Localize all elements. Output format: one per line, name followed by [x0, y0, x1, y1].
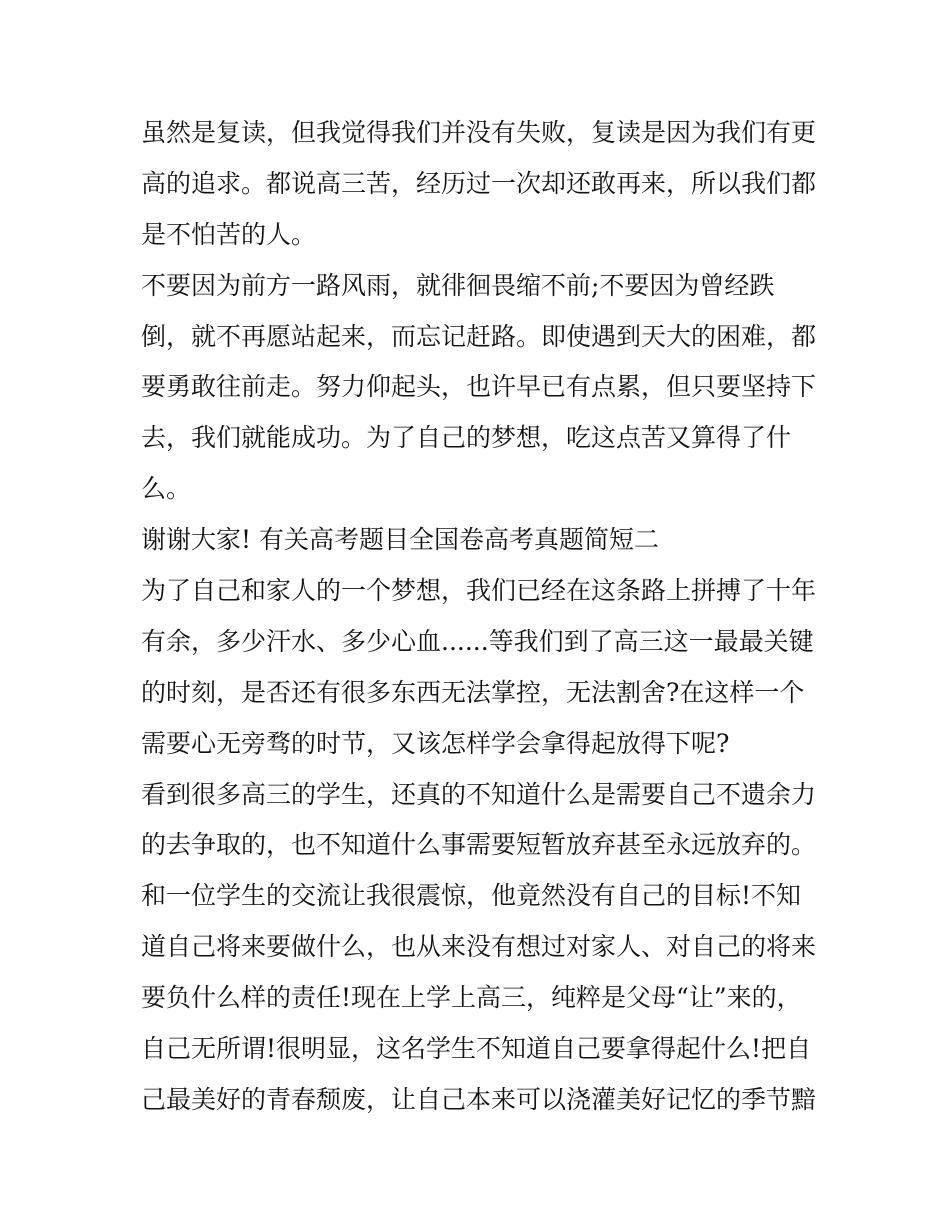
text-line: 为了自己和家人的一个梦想，我们已经在这条路上拼搏了十年	[141, 576, 817, 606]
section-heading: 谢谢大家! 有关高考题目全国卷高考真题简短二	[141, 525, 659, 555]
text-line: 么。	[141, 474, 192, 504]
text-line: 是不怕苦的人。	[141, 219, 317, 249]
text-line: 不要因为前方一路风雨，就徘徊畏缩不前;不要因为曾经跌	[141, 270, 775, 300]
text-line: 去，我们就能成功。为了自己的梦想，吃这点苦又算得了什	[141, 423, 792, 453]
text-line: 要勇敢往前走。努力仰起头，也许早已有点累，但只要坚持下	[141, 372, 817, 402]
text-line: 看到很多高三的学生，还真的不知道什么是需要自己不遗余力	[141, 779, 817, 809]
text-line: 和一位学生的交流让我很震惊，他竟然没有自己的目标!不知	[141, 881, 802, 911]
text-line: 自己无所谓!很明显，这名学生不知道自己要拿得起什么!把自	[141, 1034, 812, 1064]
text-line: 有余，多少汗水、多少心血......等我们到了高三这一最最关键	[141, 626, 814, 656]
text-line: 虽然是复读，但我觉得我们并没有失败，复读是因为我们有更	[141, 118, 817, 147]
text-line: 需要心无旁骛的时节，又该怎样学会拿得起放得下呢?	[141, 728, 730, 758]
text-line: 道自己将来要做什么，也从来没有想过对家人、对自己的将来	[141, 932, 817, 962]
text-line: 倒，就不再愿站起来，而忘记赶路。即使遇到天大的困难，都	[141, 321, 817, 351]
text-line: 己最美好的青春颓废，让自己本来可以浇灌美好记忆的季节黯	[141, 1084, 817, 1114]
text-line: 的去争取的，也不知道什么事需要短暂放弃甚至永远放弃的。	[141, 830, 817, 860]
text-line: 的时刻，是否还有很多东西无法掌控，无法割舍?在这样一个	[141, 677, 805, 707]
document-body	[141, 108, 831, 1126]
text-line: 要负什么样的责任!现在上学上高三，纯粹是父母“让”来的，	[141, 983, 802, 1013]
text-line: 高的追求。都说高三苦，经历过一次却还敢再来，所以我们都	[141, 168, 817, 198]
